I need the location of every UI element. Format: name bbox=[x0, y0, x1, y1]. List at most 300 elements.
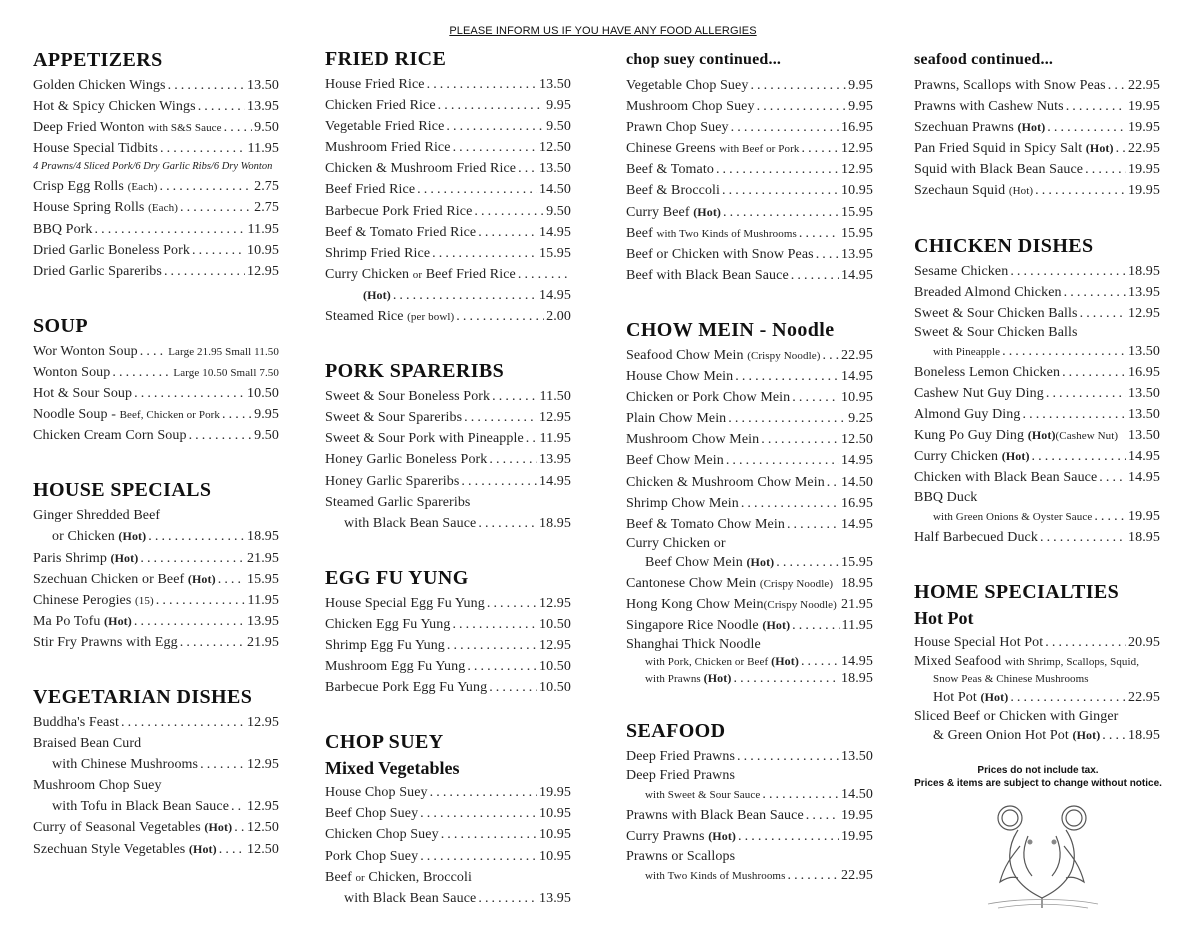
menu-item-price: 15.95 bbox=[841, 225, 873, 241]
item-text: Dried Garlic Boneless Pork bbox=[33, 242, 190, 258]
item-text: House Special Egg Fu Yung bbox=[325, 595, 485, 611]
menu-item-name bbox=[914, 489, 977, 506]
dot-leader bbox=[762, 784, 839, 805]
menu-item-name bbox=[325, 471, 459, 492]
item-text: Szechuan Chicken or Beef bbox=[33, 571, 188, 587]
dot-leader bbox=[1066, 96, 1126, 117]
menu-item-price: 12.50 bbox=[539, 140, 571, 156]
menu-item-name bbox=[626, 450, 724, 471]
item-text: Curry Chicken or bbox=[626, 535, 726, 551]
item-text: Beef & Tomato bbox=[626, 162, 714, 178]
hot-label: (Hot) bbox=[762, 618, 791, 633]
dot-leader bbox=[427, 74, 537, 95]
menu-item-name bbox=[33, 240, 190, 261]
dot-leader bbox=[1046, 383, 1126, 404]
dot-leader bbox=[447, 635, 537, 656]
hot-label: (Hot) bbox=[746, 554, 775, 569]
hot-label: (Hot) bbox=[110, 550, 139, 565]
menu-item-price: 2.75 bbox=[254, 200, 279, 216]
menu-item-price: 9.50 bbox=[254, 428, 279, 444]
item-text: Shrimp Chow Mein bbox=[626, 495, 739, 511]
hot-label: (Hot) bbox=[771, 654, 799, 669]
menu-item-name bbox=[33, 611, 132, 632]
menu-item-price: 10.95 bbox=[539, 848, 571, 864]
hot-label: (Hot) bbox=[104, 613, 132, 628]
menu-item bbox=[325, 471, 571, 492]
menu-item-name bbox=[626, 615, 790, 636]
menu-item-price: 13.50 bbox=[1128, 343, 1160, 359]
dot-leader bbox=[140, 341, 166, 362]
menu-item bbox=[626, 805, 873, 826]
menu-item-line bbox=[325, 492, 571, 513]
dot-leader bbox=[787, 865, 839, 886]
menu-item-name bbox=[325, 656, 465, 677]
menu-item-name bbox=[626, 408, 726, 429]
item-text: Pork Chop Suey bbox=[325, 848, 419, 864]
menu-item-price: 9.95 bbox=[546, 98, 571, 114]
dot-leader bbox=[489, 677, 537, 698]
dot-leader bbox=[1023, 404, 1127, 425]
menu-item bbox=[626, 826, 873, 847]
item-text: Almond Guy Ding bbox=[914, 407, 1021, 423]
item-text: Beef Chop Suey bbox=[325, 806, 419, 822]
menu-item-price: 2.00 bbox=[546, 309, 571, 325]
menu-item-name bbox=[325, 803, 418, 824]
menu-item-price: 19.95 bbox=[1128, 508, 1160, 524]
menu-item-price: 15.95 bbox=[247, 571, 279, 587]
menu-item-name bbox=[626, 345, 820, 366]
menu-item bbox=[914, 362, 1160, 383]
menu-item-name bbox=[52, 754, 198, 775]
menu-item-price: 12.95 bbox=[247, 263, 279, 279]
dot-leader bbox=[492, 386, 537, 407]
menu-item bbox=[626, 594, 873, 615]
item-note: or bbox=[355, 871, 365, 884]
menu-item-price: 19.95 bbox=[1128, 120, 1160, 136]
menu-item-price: 13.95 bbox=[247, 613, 279, 629]
menu-item bbox=[325, 201, 571, 222]
menu-item-price: 9.95 bbox=[254, 407, 279, 423]
menu-item-price: 14.95 bbox=[841, 453, 873, 469]
hot-label: (Hot) bbox=[693, 204, 722, 219]
dot-leader bbox=[148, 526, 245, 547]
item-text: Chicken Fried Rice bbox=[325, 98, 436, 114]
menu-item bbox=[33, 341, 279, 362]
dot-leader bbox=[1032, 446, 1126, 467]
section-heading-seafood-continued: seafood continued... bbox=[914, 51, 1054, 68]
dot-leader bbox=[487, 593, 537, 614]
item-text: Beef & Broccoli bbox=[626, 183, 721, 199]
dot-leader bbox=[446, 116, 544, 137]
menu-item-price: 12.50 bbox=[247, 820, 279, 836]
dot-leader bbox=[489, 449, 537, 470]
menu-item-price: 16.95 bbox=[841, 120, 873, 136]
menu-item-price: 13.50 bbox=[1128, 428, 1160, 444]
dot-leader bbox=[1085, 159, 1126, 180]
menu-item-price: 12.95 bbox=[539, 637, 571, 653]
menu-item bbox=[626, 138, 873, 159]
item-text: or Chicken bbox=[52, 529, 119, 545]
menu-item-price: 9.50 bbox=[546, 203, 571, 219]
hot-label: (Hot) bbox=[1001, 449, 1030, 464]
dot-leader bbox=[799, 223, 839, 244]
menu-item bbox=[626, 408, 873, 429]
item-text: House Chow Mein bbox=[626, 369, 734, 385]
item-text: Beef bbox=[325, 869, 356, 885]
hot-label: (Hot) bbox=[1017, 120, 1046, 135]
dot-leader bbox=[430, 782, 537, 803]
menu-item-line bbox=[626, 636, 873, 653]
menu-item bbox=[626, 865, 873, 886]
menu-item bbox=[626, 117, 873, 138]
menu-item bbox=[626, 450, 873, 471]
subsection-heading-hot-pot: Hot Pot bbox=[914, 607, 974, 628]
menu-item bbox=[33, 796, 279, 817]
dot-leader bbox=[1010, 261, 1126, 282]
item-note: (Each) bbox=[127, 181, 158, 194]
item-text: Chicken & Mushroom Chow Mein bbox=[626, 474, 825, 490]
dot-leader bbox=[432, 243, 537, 264]
item-note: with Two Kinds of Mushrooms bbox=[645, 869, 786, 882]
menu-item bbox=[914, 425, 1160, 446]
menu-item bbox=[325, 824, 571, 845]
item-note: with Sweet & Sour Sauce bbox=[645, 789, 761, 802]
menu-item bbox=[626, 223, 873, 244]
menu-item-price: 13.95 bbox=[539, 890, 571, 906]
item-text: Mixed Seafood bbox=[914, 653, 1005, 669]
menu-item-price: 10.95 bbox=[539, 827, 571, 843]
section-spacer bbox=[33, 653, 279, 676]
item-text: BBQ Duck bbox=[914, 489, 978, 505]
menu-item bbox=[33, 219, 279, 240]
menu-item bbox=[914, 725, 1160, 746]
dot-leader bbox=[222, 404, 252, 425]
item-text: Barbecue Pork Egg Fu Yung bbox=[325, 680, 488, 696]
menu-item-name bbox=[325, 179, 415, 200]
dot-leader bbox=[231, 796, 245, 817]
dot-leader bbox=[518, 158, 537, 179]
item-note: with S&S Sauce bbox=[148, 122, 222, 135]
item-note: (Crispy Noodle) bbox=[763, 598, 837, 611]
item-text: Boneless Lemon Chicken bbox=[914, 364, 1061, 380]
menu-item-name bbox=[33, 404, 220, 425]
menu-item bbox=[325, 428, 571, 449]
menu-item-name bbox=[626, 180, 720, 201]
dot-leader bbox=[801, 138, 839, 159]
item-text: Buddha's Feast bbox=[33, 714, 119, 730]
menu-item bbox=[325, 243, 571, 264]
menu-item bbox=[325, 116, 571, 137]
item-text: Mushroom Chop Suey bbox=[626, 99, 755, 115]
menu-item-price: 18.95 bbox=[1128, 727, 1160, 743]
menu-item-name bbox=[626, 514, 785, 535]
menu-item-name bbox=[626, 159, 714, 180]
section-heading-house-specials: HOUSE SPECIALS bbox=[33, 479, 212, 502]
menu-item-name bbox=[33, 383, 132, 404]
menu-item bbox=[914, 341, 1160, 362]
menu-item bbox=[626, 265, 873, 286]
dot-leader bbox=[722, 180, 839, 201]
menu-item bbox=[914, 687, 1160, 708]
menu-item-name bbox=[914, 96, 1064, 117]
menu-item bbox=[33, 197, 279, 218]
menu-item-price: 10.50 bbox=[539, 616, 571, 632]
menu-item bbox=[914, 138, 1160, 159]
menu-item-name bbox=[626, 848, 735, 865]
menu-item-price: 12.95 bbox=[247, 714, 279, 730]
menu-item-price: 13.95 bbox=[247, 99, 279, 115]
dot-leader bbox=[757, 96, 847, 117]
item-text: Sweet & Sour Spareribs bbox=[325, 410, 463, 426]
menu-item bbox=[33, 383, 279, 404]
item-text: Chicken or Pork Chow Mein bbox=[626, 390, 791, 406]
menu-item-name bbox=[914, 404, 1021, 425]
menu-item-name bbox=[914, 425, 1118, 446]
item-text: Deep Fried Wonton bbox=[33, 120, 149, 136]
menu-item-price: 12.95 bbox=[1128, 305, 1160, 321]
section-heading-appetizers: APPETIZERS bbox=[33, 49, 163, 71]
item-text: Chicken, Broccoli bbox=[364, 869, 472, 885]
menu-item-name bbox=[344, 888, 476, 909]
menu-item bbox=[914, 96, 1160, 117]
menu-item-price: 9.50 bbox=[546, 119, 571, 135]
menu-item-name bbox=[626, 535, 726, 552]
dot-leader bbox=[1035, 180, 1126, 201]
dot-leader bbox=[518, 264, 569, 285]
menu-item bbox=[33, 404, 279, 425]
dot-leader bbox=[1080, 303, 1126, 324]
section-spacer bbox=[325, 698, 571, 721]
dot-leader bbox=[134, 383, 245, 404]
dot-leader bbox=[733, 670, 839, 687]
menu-item-price: 19.95 bbox=[1128, 183, 1160, 199]
menu-item bbox=[626, 429, 873, 450]
menu-item-line bbox=[914, 489, 1160, 506]
item-text: Deep Fried Prawns bbox=[626, 749, 736, 765]
menu-item bbox=[33, 362, 279, 383]
dot-leader bbox=[461, 471, 537, 492]
menu-item bbox=[914, 180, 1160, 201]
menu-item-name bbox=[914, 708, 1118, 725]
menu-item-line bbox=[626, 535, 873, 552]
menu-item bbox=[325, 677, 571, 698]
item-text: with Chinese Mushrooms bbox=[52, 757, 199, 773]
menu-item-name bbox=[33, 261, 162, 282]
item-text: Steamed Rice bbox=[325, 309, 408, 325]
item-text: with Black Bean Sauce bbox=[344, 890, 477, 906]
dot-leader bbox=[180, 632, 245, 653]
menu-item-name bbox=[914, 362, 1060, 383]
section-spacer bbox=[626, 286, 873, 309]
section-spacer bbox=[325, 327, 571, 350]
menu-item-name bbox=[33, 505, 160, 526]
menu-item bbox=[914, 282, 1160, 303]
item-text: Beef & Tomato Chow Mein bbox=[626, 516, 785, 532]
menu-item-price: 21.95 bbox=[247, 634, 279, 650]
menu-item bbox=[33, 590, 279, 611]
menu-item-name bbox=[914, 117, 1045, 138]
item-text: Singapore Rice Noodle bbox=[626, 618, 763, 634]
item-text: Curry Prawns bbox=[626, 829, 709, 845]
menu-item-name bbox=[33, 75, 166, 96]
menu-item-price: 18.95 bbox=[539, 515, 571, 531]
item-text: Shrimp Egg Fu Yung bbox=[325, 637, 445, 653]
menu-item-price: 18.95 bbox=[247, 529, 279, 545]
dot-leader bbox=[1116, 138, 1126, 159]
menu-item-price: 14.95 bbox=[841, 654, 873, 670]
item-note: Beef, Chicken or Pork bbox=[119, 409, 221, 422]
item-text: Chicken & Mushroom Fried Rice bbox=[325, 161, 517, 177]
dot-leader bbox=[738, 826, 839, 847]
item-text: Hot Pot bbox=[933, 689, 981, 705]
menu-item bbox=[914, 632, 1160, 653]
menu-item-name bbox=[33, 733, 141, 754]
hot-label: (Hot) bbox=[703, 671, 732, 686]
item-text: Stir Fry Prawns with Egg bbox=[33, 634, 178, 650]
menu-item bbox=[325, 179, 571, 200]
dot-leader bbox=[1102, 725, 1126, 746]
item-text: Shrimp Fried Rice bbox=[325, 245, 431, 261]
menu-item-name bbox=[626, 594, 837, 615]
menu-item bbox=[325, 846, 571, 867]
item-text: Chicken with Black Bean Sauce bbox=[914, 470, 1098, 486]
menu-item-name bbox=[626, 75, 748, 96]
dot-leader bbox=[478, 513, 537, 534]
hot-label: (Hot) bbox=[980, 689, 1009, 704]
item-text: Chinese Greens bbox=[626, 141, 720, 157]
menu-item-price: 13.50 bbox=[539, 77, 571, 92]
menu-item bbox=[325, 803, 571, 824]
item-text: Cantonese Chow Mein bbox=[626, 575, 760, 591]
menu-column-2 bbox=[325, 44, 571, 909]
dot-leader bbox=[735, 366, 839, 387]
menu-item-line bbox=[626, 848, 873, 865]
menu-item bbox=[626, 472, 873, 493]
item-text: Szechaun Squid bbox=[914, 183, 1009, 199]
dot-leader bbox=[219, 839, 245, 860]
dot-leader bbox=[478, 222, 537, 243]
menu-item-name bbox=[325, 137, 451, 158]
dot-leader bbox=[792, 387, 839, 408]
menu-item-name bbox=[626, 138, 799, 159]
menu-item bbox=[325, 888, 571, 909]
menu-item-name bbox=[33, 712, 119, 733]
hot-label: (Hot) bbox=[363, 287, 391, 302]
item-text: Plain Chow Mein bbox=[626, 411, 727, 427]
item-text: Deep Fried Prawns bbox=[626, 768, 736, 784]
menu-item bbox=[914, 261, 1160, 282]
menu-item-name bbox=[325, 74, 425, 95]
item-text: Szechuan Prawns bbox=[914, 120, 1018, 136]
menu-item bbox=[914, 159, 1160, 180]
menu-item-name bbox=[645, 552, 774, 573]
menu-item-price: 22.95 bbox=[1128, 78, 1160, 93]
dot-leader bbox=[164, 261, 245, 282]
menu-item-name bbox=[325, 593, 485, 614]
item-note: (15) bbox=[135, 594, 154, 607]
restaurant-logo-fish-icon bbox=[948, 800, 1138, 912]
dot-leader bbox=[224, 117, 252, 138]
item-text: Pan Fried Squid in Spicy Salt bbox=[914, 141, 1086, 157]
tax-notice bbox=[908, 764, 1168, 790]
hot-label: (Hot) bbox=[188, 841, 217, 856]
dot-leader bbox=[95, 219, 246, 240]
menu-item-name bbox=[325, 846, 418, 867]
menu-item-price: 22.95 bbox=[841, 867, 873, 883]
menu-item-name bbox=[325, 635, 445, 656]
menu-item-name bbox=[626, 429, 759, 450]
dot-leader bbox=[791, 265, 839, 286]
item-text: Beef with Black Bean Sauce bbox=[626, 267, 789, 283]
menu-item bbox=[626, 493, 873, 514]
menu-item-price: 10.50 bbox=[539, 659, 571, 675]
dot-leader bbox=[180, 197, 252, 218]
menu-item bbox=[325, 264, 571, 285]
menu-item-price: 11.95 bbox=[539, 431, 571, 447]
menu-item-name bbox=[626, 746, 735, 767]
menu-item-name bbox=[626, 265, 789, 286]
menu-item bbox=[33, 425, 279, 446]
item-text: Prawns with Black Bean Sauce bbox=[626, 808, 804, 824]
menu-item-name bbox=[52, 526, 146, 547]
menu-item-price: 11.50 bbox=[539, 389, 571, 405]
item-text: Prawns with Cashew Nuts bbox=[914, 99, 1064, 115]
menu-item-price: 14.50 bbox=[841, 787, 873, 803]
menu-item-name bbox=[325, 614, 450, 635]
menu-item-name bbox=[914, 75, 1106, 96]
menu-item bbox=[33, 117, 279, 138]
menu-item-name bbox=[52, 796, 229, 817]
menu-item-name bbox=[33, 96, 196, 117]
menu-item-name bbox=[325, 824, 439, 845]
dot-leader bbox=[453, 137, 537, 158]
item-text: Prawn Chop Suey bbox=[626, 120, 729, 136]
allergy-notice: PLEASE INFORM US IF YOU HAVE ANY FOOD ALLERGIES bbox=[449, 25, 757, 37]
menu-item-line bbox=[914, 670, 1160, 687]
menu-item-price: 20.95 bbox=[1128, 634, 1160, 650]
menu-item bbox=[325, 656, 571, 677]
menu-item bbox=[325, 306, 571, 327]
menu-item-name bbox=[33, 176, 157, 197]
menu-item-name bbox=[933, 670, 1089, 687]
menu-item-name bbox=[914, 383, 1044, 404]
dot-leader bbox=[474, 201, 544, 222]
menu-item-name bbox=[933, 687, 1008, 708]
dot-leader bbox=[731, 117, 839, 138]
section-heading-pork-spareribs: PORK SPARERIBS bbox=[325, 360, 505, 383]
menu-item-price: 18.95 bbox=[1128, 263, 1160, 279]
item-note: or bbox=[412, 268, 423, 281]
menu-item bbox=[914, 527, 1160, 548]
item-text: Curry Chicken bbox=[325, 266, 413, 282]
menu-item-price: 19.95 bbox=[841, 829, 873, 845]
item-note: Snow Peas & Chinese Mushrooms bbox=[933, 672, 1089, 685]
item-text: House Fried Rice bbox=[325, 77, 425, 92]
menu-item bbox=[626, 244, 873, 265]
menu-item bbox=[626, 202, 873, 223]
menu-item-line bbox=[914, 324, 1160, 341]
item-text: Sweet & Sour Chicken Balls bbox=[914, 305, 1078, 321]
menu-item bbox=[325, 95, 571, 116]
section-heading-chop-suey: CHOP SUEY bbox=[325, 731, 444, 754]
menu-item-price: 9.50 bbox=[254, 120, 279, 136]
menu-item-price: 12.95 bbox=[539, 595, 571, 611]
item-text: Chicken Cream Corn Soup bbox=[33, 428, 187, 444]
menu-item-price: 18.95 bbox=[1128, 529, 1160, 545]
menu-item bbox=[325, 407, 571, 428]
item-note: with Pineapple bbox=[933, 345, 1001, 358]
menu-item-name bbox=[626, 387, 790, 408]
